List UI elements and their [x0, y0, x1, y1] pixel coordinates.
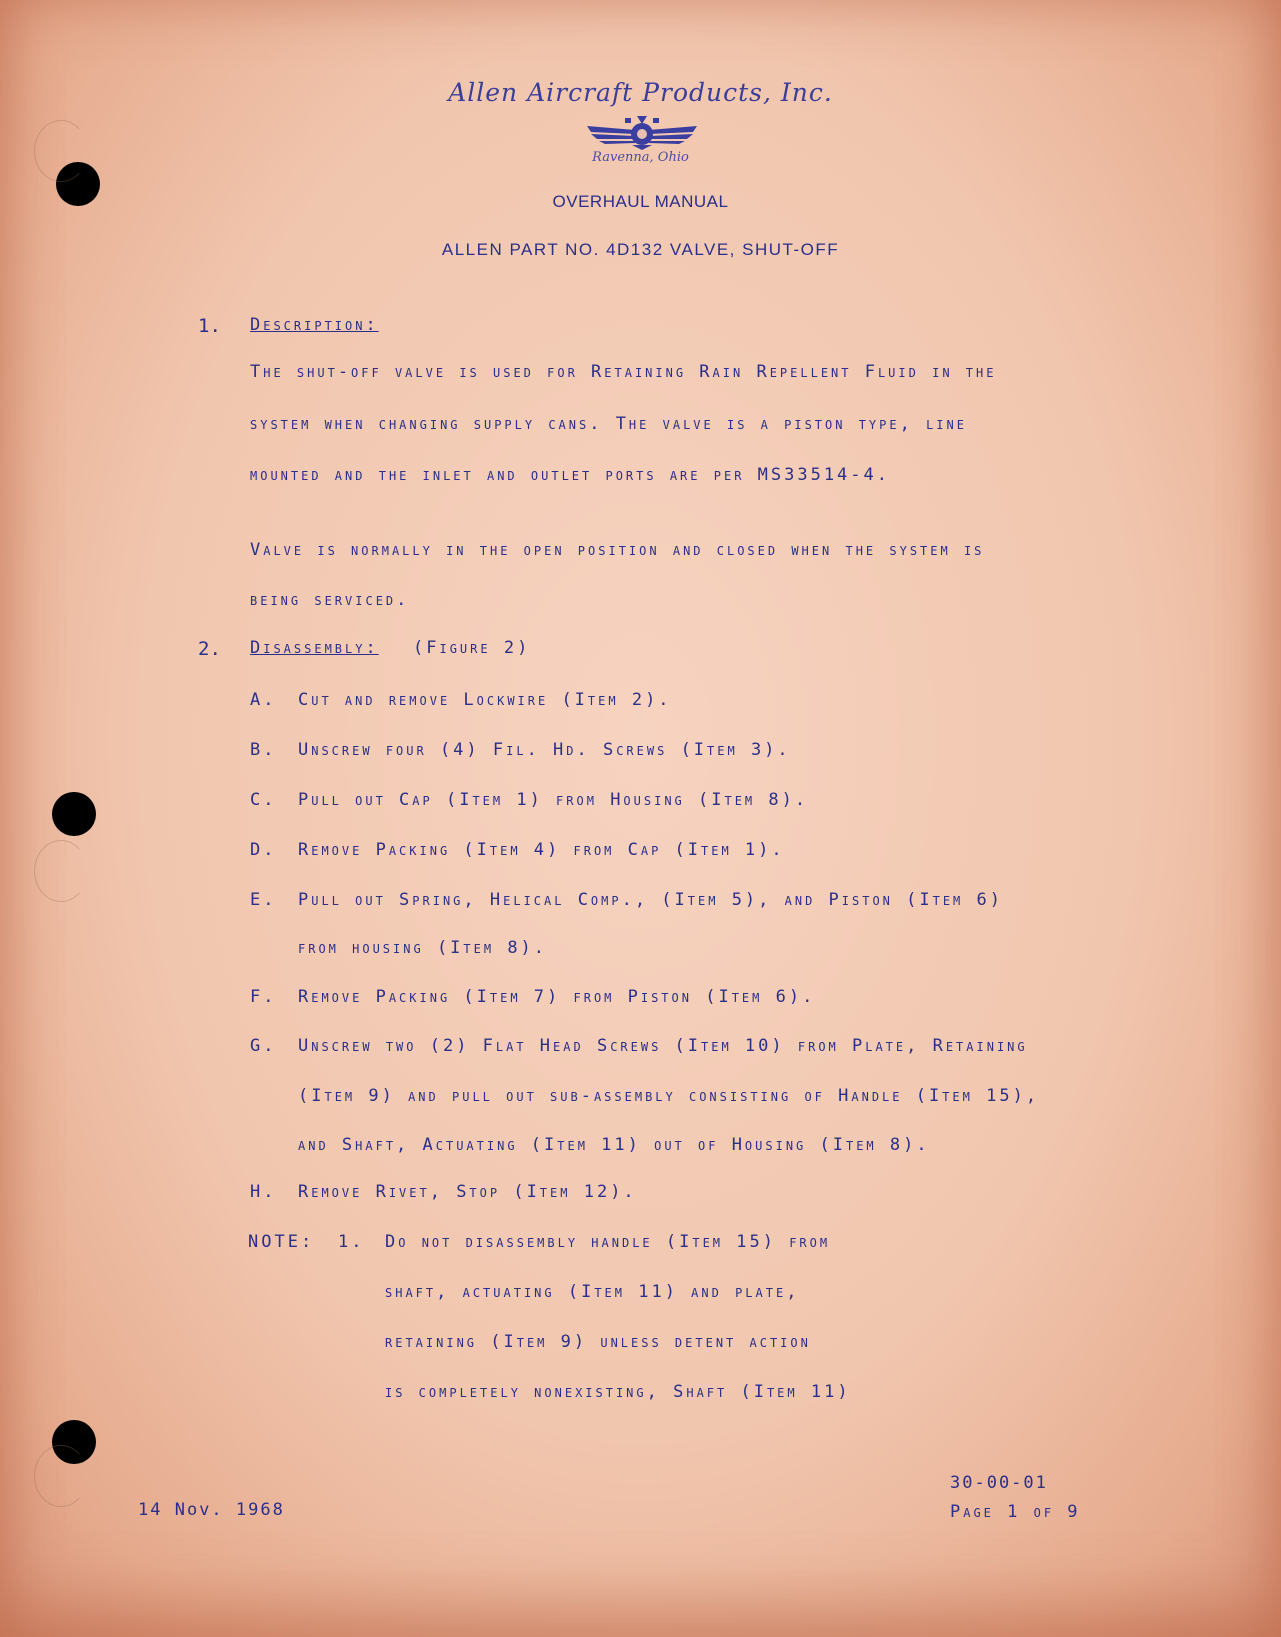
- section-heading-description: Description:: [250, 315, 379, 335]
- step-label: E.: [250, 890, 277, 910]
- step-text: Remove Packing (Item 4) from Cap (Item 1).: [298, 840, 785, 860]
- step-text: Pull out Cap (Item 1) from Housing (Item 8).: [298, 790, 809, 810]
- document-code: 30-00-01: [950, 1473, 1048, 1493]
- step-text: Cut and remove Lockwire (Item 2).: [298, 690, 672, 710]
- hole-tear-middle: [34, 840, 88, 902]
- company-logo-text: Allen Aircraft Products, Inc.: [448, 78, 833, 107]
- step-text: Remove Rivet, Stop (Item 12).: [298, 1182, 637, 1202]
- hole-tear-bottom: [34, 1445, 88, 1507]
- punch-hole-middle: [52, 792, 96, 836]
- step-text: Pull out Spring, Helical Comp., (Item 5), and Piston (Item 6): [298, 890, 1003, 910]
- step-text: (Item 9) and pull out sub-assembly consisting of Handle (Item 15),: [298, 1086, 1040, 1106]
- company-city: Ravenna, Ohio: [592, 150, 689, 165]
- page-number: Page 1 of 9: [950, 1502, 1081, 1522]
- revision-date: 14 Nov. 1968: [138, 1500, 285, 1520]
- step-label: F.: [250, 987, 277, 1007]
- description-line: being serviced.: [250, 590, 410, 610]
- step-label: G.: [250, 1036, 277, 1056]
- section-heading-figure-ref: (Figure 2): [413, 638, 531, 658]
- note-label: NOTE:: [248, 1232, 315, 1252]
- note-text: shaft, actuating (Item 11) and plate,: [385, 1282, 800, 1302]
- step-text: Remove Packing (Item 7) from Piston (Item 6).: [298, 987, 816, 1007]
- step-label: D.: [250, 840, 277, 860]
- description-line: mounted and the inlet and outlet ports are per MS33514-4.: [250, 465, 890, 485]
- note-text: Do not disassembly handle (Item 15) from: [385, 1232, 831, 1252]
- note-number: 1.: [338, 1232, 365, 1252]
- step-label: C.: [250, 790, 277, 810]
- section-number: 1.: [198, 315, 221, 337]
- note-text: retaining (Item 9) unless detent action: [385, 1332, 811, 1352]
- step-text: Unscrew four (4) Fil. Hd. Screws (Item 3).: [298, 740, 791, 760]
- step-label: A.: [250, 690, 277, 710]
- note-text: is completely nonexisting, Shaft (Item 11): [385, 1382, 851, 1402]
- document-title: OVERHAUL MANUAL: [552, 192, 729, 211]
- step-label: H.: [250, 1182, 277, 1202]
- document-subtitle: ALLEN PART NO. 4D132 VALVE, SHUT-OFF: [441, 240, 840, 259]
- step-text: and Shaft, Actuating (Item 11) out of Housing (Item 8).: [298, 1135, 930, 1155]
- step-label: B.: [250, 740, 277, 760]
- description-line: system when changing supply cans. The valve is a piston type, line: [250, 414, 967, 434]
- description-line: The shut-off valve is used for Retaining Rain Repellent Fluid in the: [250, 362, 997, 382]
- winged-emblem-icon: [577, 112, 707, 152]
- step-text: from housing (Item 8).: [298, 938, 548, 958]
- step-text: Unscrew two (2) Flat Head Screws (Item 10) from Plate, Retaining: [298, 1036, 1028, 1056]
- section-heading-disassembly: Disassembly:: [250, 638, 379, 658]
- description-line: Valve is normally in the open position and closed when the system is: [250, 540, 985, 560]
- section-number: 2.: [198, 638, 221, 660]
